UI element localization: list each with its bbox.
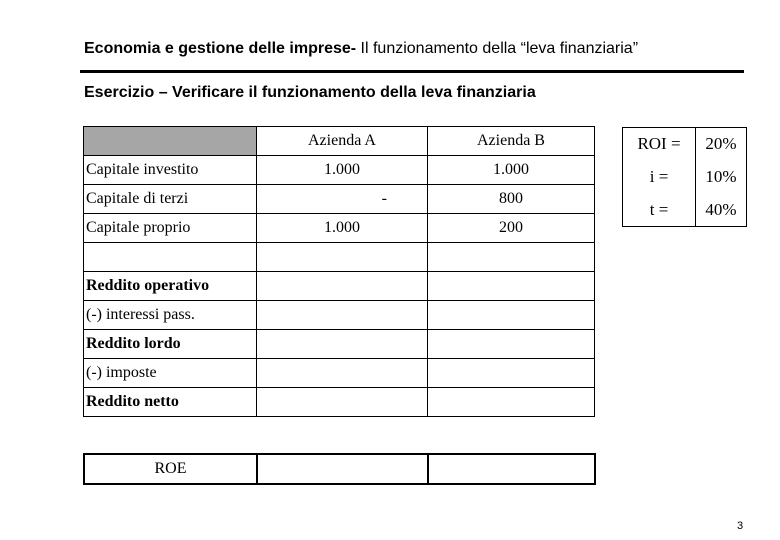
table-row [84, 388, 595, 417]
leverage-table [83, 126, 595, 417]
rate-row [623, 194, 747, 227]
rate-value-roi: 20% [696, 128, 747, 161]
page-title [84, 40, 638, 58]
table-row [84, 359, 595, 388]
rate-value-i: 10% [696, 161, 747, 194]
row-label-capitale-terzi: Capitale di terzi [84, 185, 257, 214]
cell-a-reddito-operativo [257, 272, 428, 301]
row-label-interessi: (-) interessi pass. [84, 301, 257, 330]
row-label-capitale-proprio: Capitale proprio [84, 214, 257, 243]
row-label-reddito-operativo: Reddito operativo [84, 272, 257, 301]
header-azienda-b: Azienda B [428, 127, 595, 156]
cell-a-empty [257, 243, 428, 272]
row-label-reddito-netto: Reddito netto [84, 388, 257, 417]
cell-b-reddito-lordo [428, 330, 595, 359]
cell-b-imposte [428, 359, 595, 388]
row-label-reddito-lordo: Reddito lordo [84, 330, 257, 359]
table-row [84, 330, 595, 359]
rate-value-t: 40% [696, 194, 747, 227]
rate-row [623, 161, 747, 194]
table-row [84, 185, 595, 214]
rate-key-roi: ROI = [623, 128, 696, 161]
rate-key-t: t = [623, 194, 696, 227]
cell-b-capitale-proprio: 200 [428, 214, 595, 243]
row-label-capitale-investito: Capitale investito [84, 156, 257, 185]
rates-table [622, 127, 747, 227]
exercise-subtitle: Esercizio – Verificare il funzionamento della leva finanziaria [84, 84, 536, 101]
row-label-empty [84, 243, 257, 272]
row-label-imposte: (-) imposte [84, 359, 257, 388]
title-divider [80, 70, 744, 73]
title-bold-part: Economia e gestione delle imprese- [84, 40, 357, 57]
header-azienda-a: Azienda A [257, 127, 428, 156]
cell-a-capitale-investito: 1.000 [257, 156, 428, 185]
table-row [84, 272, 595, 301]
cell-b-reddito-netto [428, 388, 595, 417]
rate-row [623, 128, 747, 161]
rate-key-i: i = [623, 161, 696, 194]
page-number: 3 [737, 520, 744, 532]
roe-row [84, 454, 595, 484]
table-row [84, 243, 595, 272]
cell-a-interessi [257, 301, 428, 330]
roe-table [83, 453, 596, 485]
cell-b-empty [428, 243, 595, 272]
roe-label: ROE [84, 454, 257, 484]
cell-b-reddito-operativo [428, 272, 595, 301]
table-row [84, 214, 595, 243]
cell-a-capitale-proprio: 1.000 [257, 214, 428, 243]
cell-a-reddito-netto [257, 388, 428, 417]
title-rest-part: Il funzionamento della “leva finanziaria” [356, 40, 639, 57]
cell-a-reddito-lordo [257, 330, 428, 359]
table-header-row [84, 127, 595, 156]
cell-b-capitale-investito: 1.000 [428, 156, 595, 185]
header-empty-cell [84, 127, 257, 156]
cell-b-capitale-terzi: 800 [428, 185, 595, 214]
cell-b-interessi [428, 301, 595, 330]
cell-a-imposte [257, 359, 428, 388]
roe-cell-a [257, 454, 428, 484]
table-row [84, 156, 595, 185]
roe-cell-b [428, 454, 595, 484]
table-row [84, 301, 595, 330]
cell-a-capitale-terzi: - [257, 185, 428, 214]
